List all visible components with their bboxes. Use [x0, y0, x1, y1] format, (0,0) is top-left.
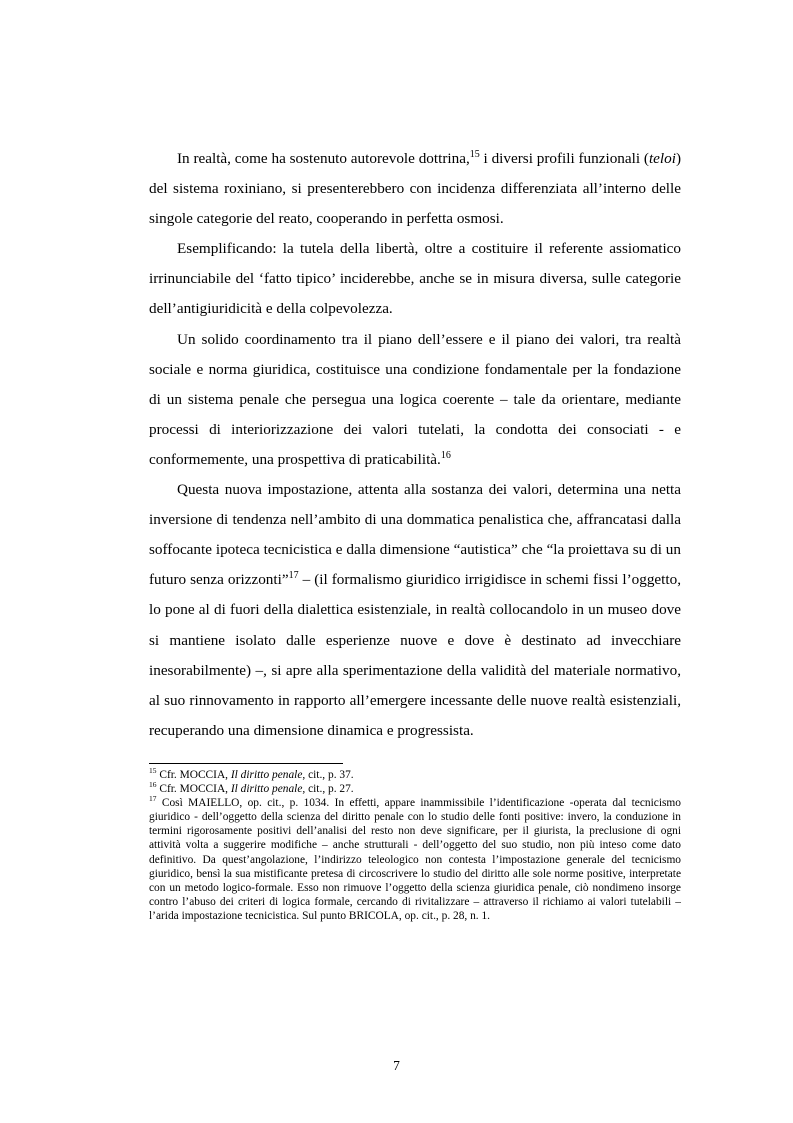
paragraph-2: Esemplificando: la tutela della libertà, oltre a costituire il referente assiomatico irrinunciabile del ‘fatto tipico’ inciderebbe, anche se in misura diversa, sulle categorie dell’antigiuridicità e della colpevolezza.: [149, 240, 681, 318]
footnote: $^{16}$ Cfr. MOCCIA, Il diritto penale, cit., p. 27.: [149, 780, 354, 796]
footnote-ref-15: 15: [469, 148, 480, 160]
footnote: $^{17}$ Così MAIELLO, op. cit., p. 1034. In effetti, appare inammissibile l’identificazione -operata dal tecnicismo giuridico - dell’oggetto della scienza del diritto penale con lo studio delle fonti positive: invero, la conduzione in termini rigorosamente positivi dell’analisi del resto non deve significare, per il giurista, la preclusione di ogni attività volta a suggerire modifiche – anche strutturali - dell’oggetto del suo studio, non più inteso come dato definitivo. Da quest’angolazione, l’indirizzo teleologico non contesta l’impostazione generale del tecnicismo giuridico, bensì la sua mistificante pretesa di circoscrivere lo studio del diritto alle sole norme positive, interpretate con un metodo logico-formale. Esso non rimuove l’oggetto della scienza giuridica penale, ciò nondimeno insorge contro l’abuso dei criteri di logica formale, cercando di rivitalizzare – attraverso il richiamo ai valori tutelabili – l’arida impostazione tecnicistica. Sul punto BRICOLA, op. cit., p. 28, n. 1.: [149, 794, 681, 922]
footnote-ref-17: 17: [288, 570, 299, 582]
paragraph-3: Un solido coordinamento tra il piano dell’essere e il piano dei valori, tra realtà sociale e norma giuridica, costituisce una condizione fondamentale per la fondazione di un sistema penale che persegua una logica coerente – tale da orientare, mediante processi di interiorizzazione dei valori tutelati, la condotta dei consociati - e conformemente, una prospettiva di praticabilità.$^{16}$: [149, 330, 681, 468]
footnote-ref-16: 16: [440, 449, 451, 461]
footnote: $^{15}$ Cfr. MOCCIA, Il diritto penale, cit., p. 37.: [149, 766, 354, 781]
paragraph-1: In realtà, come ha sostenuto autorevole dottrina,$^{15}$ i diversi profili funzionali (teloi) del sistema roxiniano, si presenterebbero con incidenza differenziata all’interno delle singole categorie del reato, cooperando in perfetta osmosi.: [149, 148, 681, 228]
footnote-separator: [149, 763, 343, 764]
page-number: 7: [393, 1058, 400, 1073]
paragraph-4: Questa nuova impostazione, attenta alla sostanza dei valori, determina una netta inversione di tendenza nell’ambito di una dommatica penalistica che, affrancatasi dalla soffocante ipoteca tecnicistica e dalla dimensione “autistica” che “la proiettava su di un futuro senza orizzonti”$^{17}$ – (il formalismo giuridico irrigidisce in schemi fissi l’oggetto, lo pone al di fuori della dialettica esistenziale, in realtà collocandolo in un museo dove si mantiene isolato dalle esperienze nuove e dove è destinato ad invecchiare inesorabilmente) –, si apre alla sperimentazione della validità del materiale normativo, al suo rinnovamento in rapporto all’emergere incessante delle nuove realtà esistenziali, recuperando una dimensione dinamica e progressista.: [149, 481, 681, 739]
main-text: [149, 144, 681, 746]
footnotes: [149, 768, 681, 923]
